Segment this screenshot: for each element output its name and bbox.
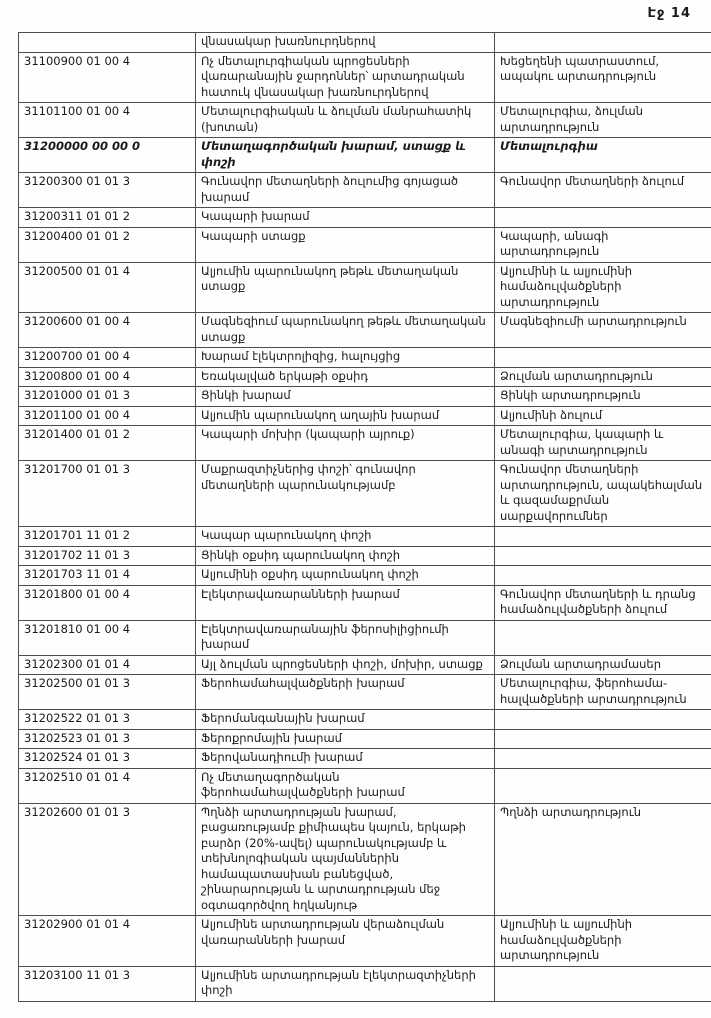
- waste-code-cell: 31200700 01 00 4: [19, 348, 196, 368]
- waste-code-cell: 31201100 01 00 4: [19, 406, 196, 426]
- waste-code-cell: 31203100 11 01 3: [19, 966, 196, 1001]
- table-row: [19, 387, 711, 407]
- waste-source-cell: [495, 966, 711, 1001]
- waste-source-cell: Մետալուրգիա, ֆերոհամա-հալվածքների արտադրություն: [495, 675, 711, 710]
- table-row: [19, 406, 711, 426]
- waste-source-cell: Գունավոր մետաղների ձուլում: [495, 173, 711, 208]
- waste-source-cell: Գունավոր մետաղների արտադրություն, ապակեհալման և գազամաքրման սարքավորումներ: [495, 461, 711, 527]
- waste-name-cell: Եռակալված երկաթի օքսիդ: [196, 367, 495, 387]
- waste-name-cell: Ֆերոքրոմային խարամ: [196, 729, 495, 749]
- waste-code-cell: 31200311 01 01 2: [19, 208, 196, 228]
- waste-name-cell: Պղնձի արտադրության խարամ, բացառությամբ քիմիապես կայուն, երկաթի բարձր (20%-ավել) պարունակությամբ և տեխնոլոգիական պայմաններին համապատասխան բանեցված, շինարարության և արտադրության մեջ օգտագործվող հղկանյութ: [196, 803, 495, 916]
- waste-source-cell: Մետալուրգիա, կապարի և անագի արտադրություն: [495, 426, 711, 461]
- waste-name-cell: Ֆերոհամահալվածքների խարամ: [196, 675, 495, 710]
- waste-source-cell: [495, 710, 711, 730]
- table-row: [19, 675, 711, 710]
- waste-code-cell: 31101100 01 00 4: [19, 103, 196, 138]
- waste-code-cell: 31202900 01 01 4: [19, 916, 196, 967]
- table-row: [19, 620, 711, 655]
- waste-source-cell: [495, 546, 711, 566]
- table-row: [19, 566, 711, 586]
- waste-code-cell: 31100900 01 00 4: [19, 52, 196, 103]
- waste-source-cell: Գունավոր մետաղների և դրանց համաձուլվածքների ձուլում: [495, 585, 711, 620]
- waste-name-cell: Ցինկի խարամ: [196, 387, 495, 407]
- waste-name-cell: Ֆերովանադիումի խարամ: [196, 749, 495, 769]
- waste-source-cell: Կապարի, անագի արտադրություն: [495, 227, 711, 262]
- table-row: [19, 173, 711, 208]
- waste-source-cell: [495, 620, 711, 655]
- waste-code-cell: 31202600 01 01 3: [19, 803, 196, 916]
- waste-code-cell: 31202524 01 01 3: [19, 749, 196, 769]
- waste-code-cell: 31201700 01 01 3: [19, 461, 196, 527]
- waste-name-cell: Կապարի խարամ: [196, 208, 495, 228]
- waste-source-cell: [495, 749, 711, 769]
- waste-name-cell: Այլ ձուլման պրոցեսների փոշի, մոխիր, ստացք: [196, 655, 495, 675]
- table-row: [19, 33, 711, 53]
- table-row: [19, 348, 711, 368]
- table-row: [19, 367, 711, 387]
- waste-name-cell: Ալյումինե արտադրության վերաձուլման վառարանների խարամ: [196, 916, 495, 967]
- waste-name-cell: Էլեկտրավառարանների խարամ: [196, 585, 495, 620]
- table-row: [19, 768, 711, 803]
- waste-source-cell: Ալյումինի և ալյումինի համաձուլվածքների արտադրություն: [495, 262, 711, 313]
- table-row: [19, 655, 711, 675]
- waste-code-cell: 31200600 01 00 4: [19, 313, 196, 348]
- waste-name-cell: Կապարի մոխիր (կապարի այրուք): [196, 426, 495, 461]
- waste-code-cell: 31201702 11 01 3: [19, 546, 196, 566]
- waste-source-cell: [495, 527, 711, 547]
- page-number: Էջ 14: [647, 6, 691, 21]
- waste-code-cell: 31202300 01 01 4: [19, 655, 196, 675]
- waste-code-cell: 31200000 00 00 0: [19, 138, 196, 173]
- waste-source-cell: Ցինկի արտադրություն: [495, 387, 711, 407]
- table-row: [19, 546, 711, 566]
- waste-name-cell: Ալյումին պարունակող թեթև մետաղական ստացք: [196, 262, 495, 313]
- table-row: [19, 966, 711, 1001]
- table-row: [19, 313, 711, 348]
- table-row: [19, 527, 711, 547]
- waste-code-cell: 31201701 11 01 2: [19, 527, 196, 547]
- waste-source-cell: Մետալուրգիա: [495, 138, 711, 173]
- waste-code-cell: 31201400 01 01 2: [19, 426, 196, 461]
- waste-name-cell: Ֆերոմանգանային խարամ: [196, 710, 495, 730]
- table-row: [19, 426, 711, 461]
- waste-name-cell: Կապար պարունակող փոշի: [196, 527, 495, 547]
- waste-code-cell: 31202523 01 01 3: [19, 729, 196, 749]
- waste-source-cell: [495, 348, 711, 368]
- table-row: [19, 103, 711, 138]
- table-row: [19, 262, 711, 313]
- waste-source-cell: Ձուլման արտադրամասեր: [495, 655, 711, 675]
- waste-code-cell: [19, 33, 196, 53]
- waste-source-cell: [495, 566, 711, 586]
- waste-name-cell: Ալյումինի օքսիդ պարունակող փոշի: [196, 566, 495, 586]
- waste-code-cell: 31201800 01 00 4: [19, 585, 196, 620]
- waste-name-cell: Խարամ էլեկտրոլիզից, հալույցից: [196, 348, 495, 368]
- waste-name-cell: Ոչ մետաղագործական ֆերոհամահալվածքների խարամ: [196, 768, 495, 803]
- waste-code-cell: 31202522 01 01 3: [19, 710, 196, 730]
- waste-name-cell: վնասակար խառնուրդներով: [196, 33, 495, 53]
- table-row: [19, 710, 711, 730]
- waste-code-cell: 31202510 01 01 4: [19, 768, 196, 803]
- waste-code-cell: 31200400 01 01 2: [19, 227, 196, 262]
- waste-code-cell: 31202500 01 01 3: [19, 675, 196, 710]
- waste-source-cell: Ալյումինի ձուլում: [495, 406, 711, 426]
- waste-name-cell: Ալյումինե արտադրության էլեկտրազտիչների փոշի: [196, 966, 495, 1001]
- table-row: [19, 729, 711, 749]
- waste-source-cell: Մետալուրգիա, ձուլման արտադրություն: [495, 103, 711, 138]
- waste-name-cell: Մագնեզիում պարունակող թեթև մետաղական ստացք: [196, 313, 495, 348]
- waste-source-cell: [495, 33, 711, 53]
- waste-code-cell: 31201810 01 00 4: [19, 620, 196, 655]
- table-row: [19, 916, 711, 967]
- waste-source-cell: Պղնձի արտադրություն: [495, 803, 711, 916]
- table-row: [19, 585, 711, 620]
- waste-source-cell: Ալյումինի և ալյումինի համաձուլվածքների արտադրություն: [495, 916, 711, 967]
- waste-source-cell: [495, 768, 711, 803]
- waste-name-cell: Մաքրազտիչներից փոշի՝ գունավոր մետաղների պարունակությամբ: [196, 461, 495, 527]
- waste-code-cell: 31201703 11 01 4: [19, 566, 196, 586]
- waste-source-cell: Խեցեղենի պատրաստում, ապակու արտադրություն: [495, 52, 711, 103]
- waste-name-cell: Ցինկի օքսիդ պարունակող փոշի: [196, 546, 495, 566]
- waste-source-cell: Մագնեզիումի արտադրություն: [495, 313, 711, 348]
- waste-code-cell: 31200300 01 01 3: [19, 173, 196, 208]
- waste-code-cell: 31200800 01 00 4: [19, 367, 196, 387]
- waste-name-cell: Մետալուրգիական և ձուլման մանրահատիկ (խոտան): [196, 103, 495, 138]
- table-row: [19, 52, 711, 103]
- waste-name-cell: Մետաղագործական խարամ, ստացք և փոշի: [196, 138, 495, 173]
- table-row: [19, 227, 711, 262]
- waste-name-cell: Էլեկտրավառարանային ֆերոսիլիցիումի խարամ: [196, 620, 495, 655]
- table-row: [19, 461, 711, 527]
- waste-classification-table: [18, 32, 711, 1002]
- table-row: [19, 208, 711, 228]
- waste-name-cell: Ալյումին պարունակող աղային խարամ: [196, 406, 495, 426]
- waste-source-cell: [495, 208, 711, 228]
- waste-name-cell: Ոչ մետալուրգիական պրոցեսների վառարանային ջարդոններ՝ արտադրական հատուկ վնասակար խառնուրդներով: [196, 52, 495, 103]
- waste-table-body: [19, 33, 711, 1002]
- waste-code-cell: 31200500 01 01 4: [19, 262, 196, 313]
- waste-source-cell: [495, 729, 711, 749]
- waste-source-cell: Ձուլման արտադրություն: [495, 367, 711, 387]
- table-row: [19, 749, 711, 769]
- waste-name-cell: Գունավոր մետաղների ձուլումից գոյացած խարամ: [196, 173, 495, 208]
- table-row: [19, 803, 711, 916]
- waste-code-cell: 31201000 01 01 3: [19, 387, 196, 407]
- waste-name-cell: Կապարի ստացք: [196, 227, 495, 262]
- table-row: [19, 138, 711, 173]
